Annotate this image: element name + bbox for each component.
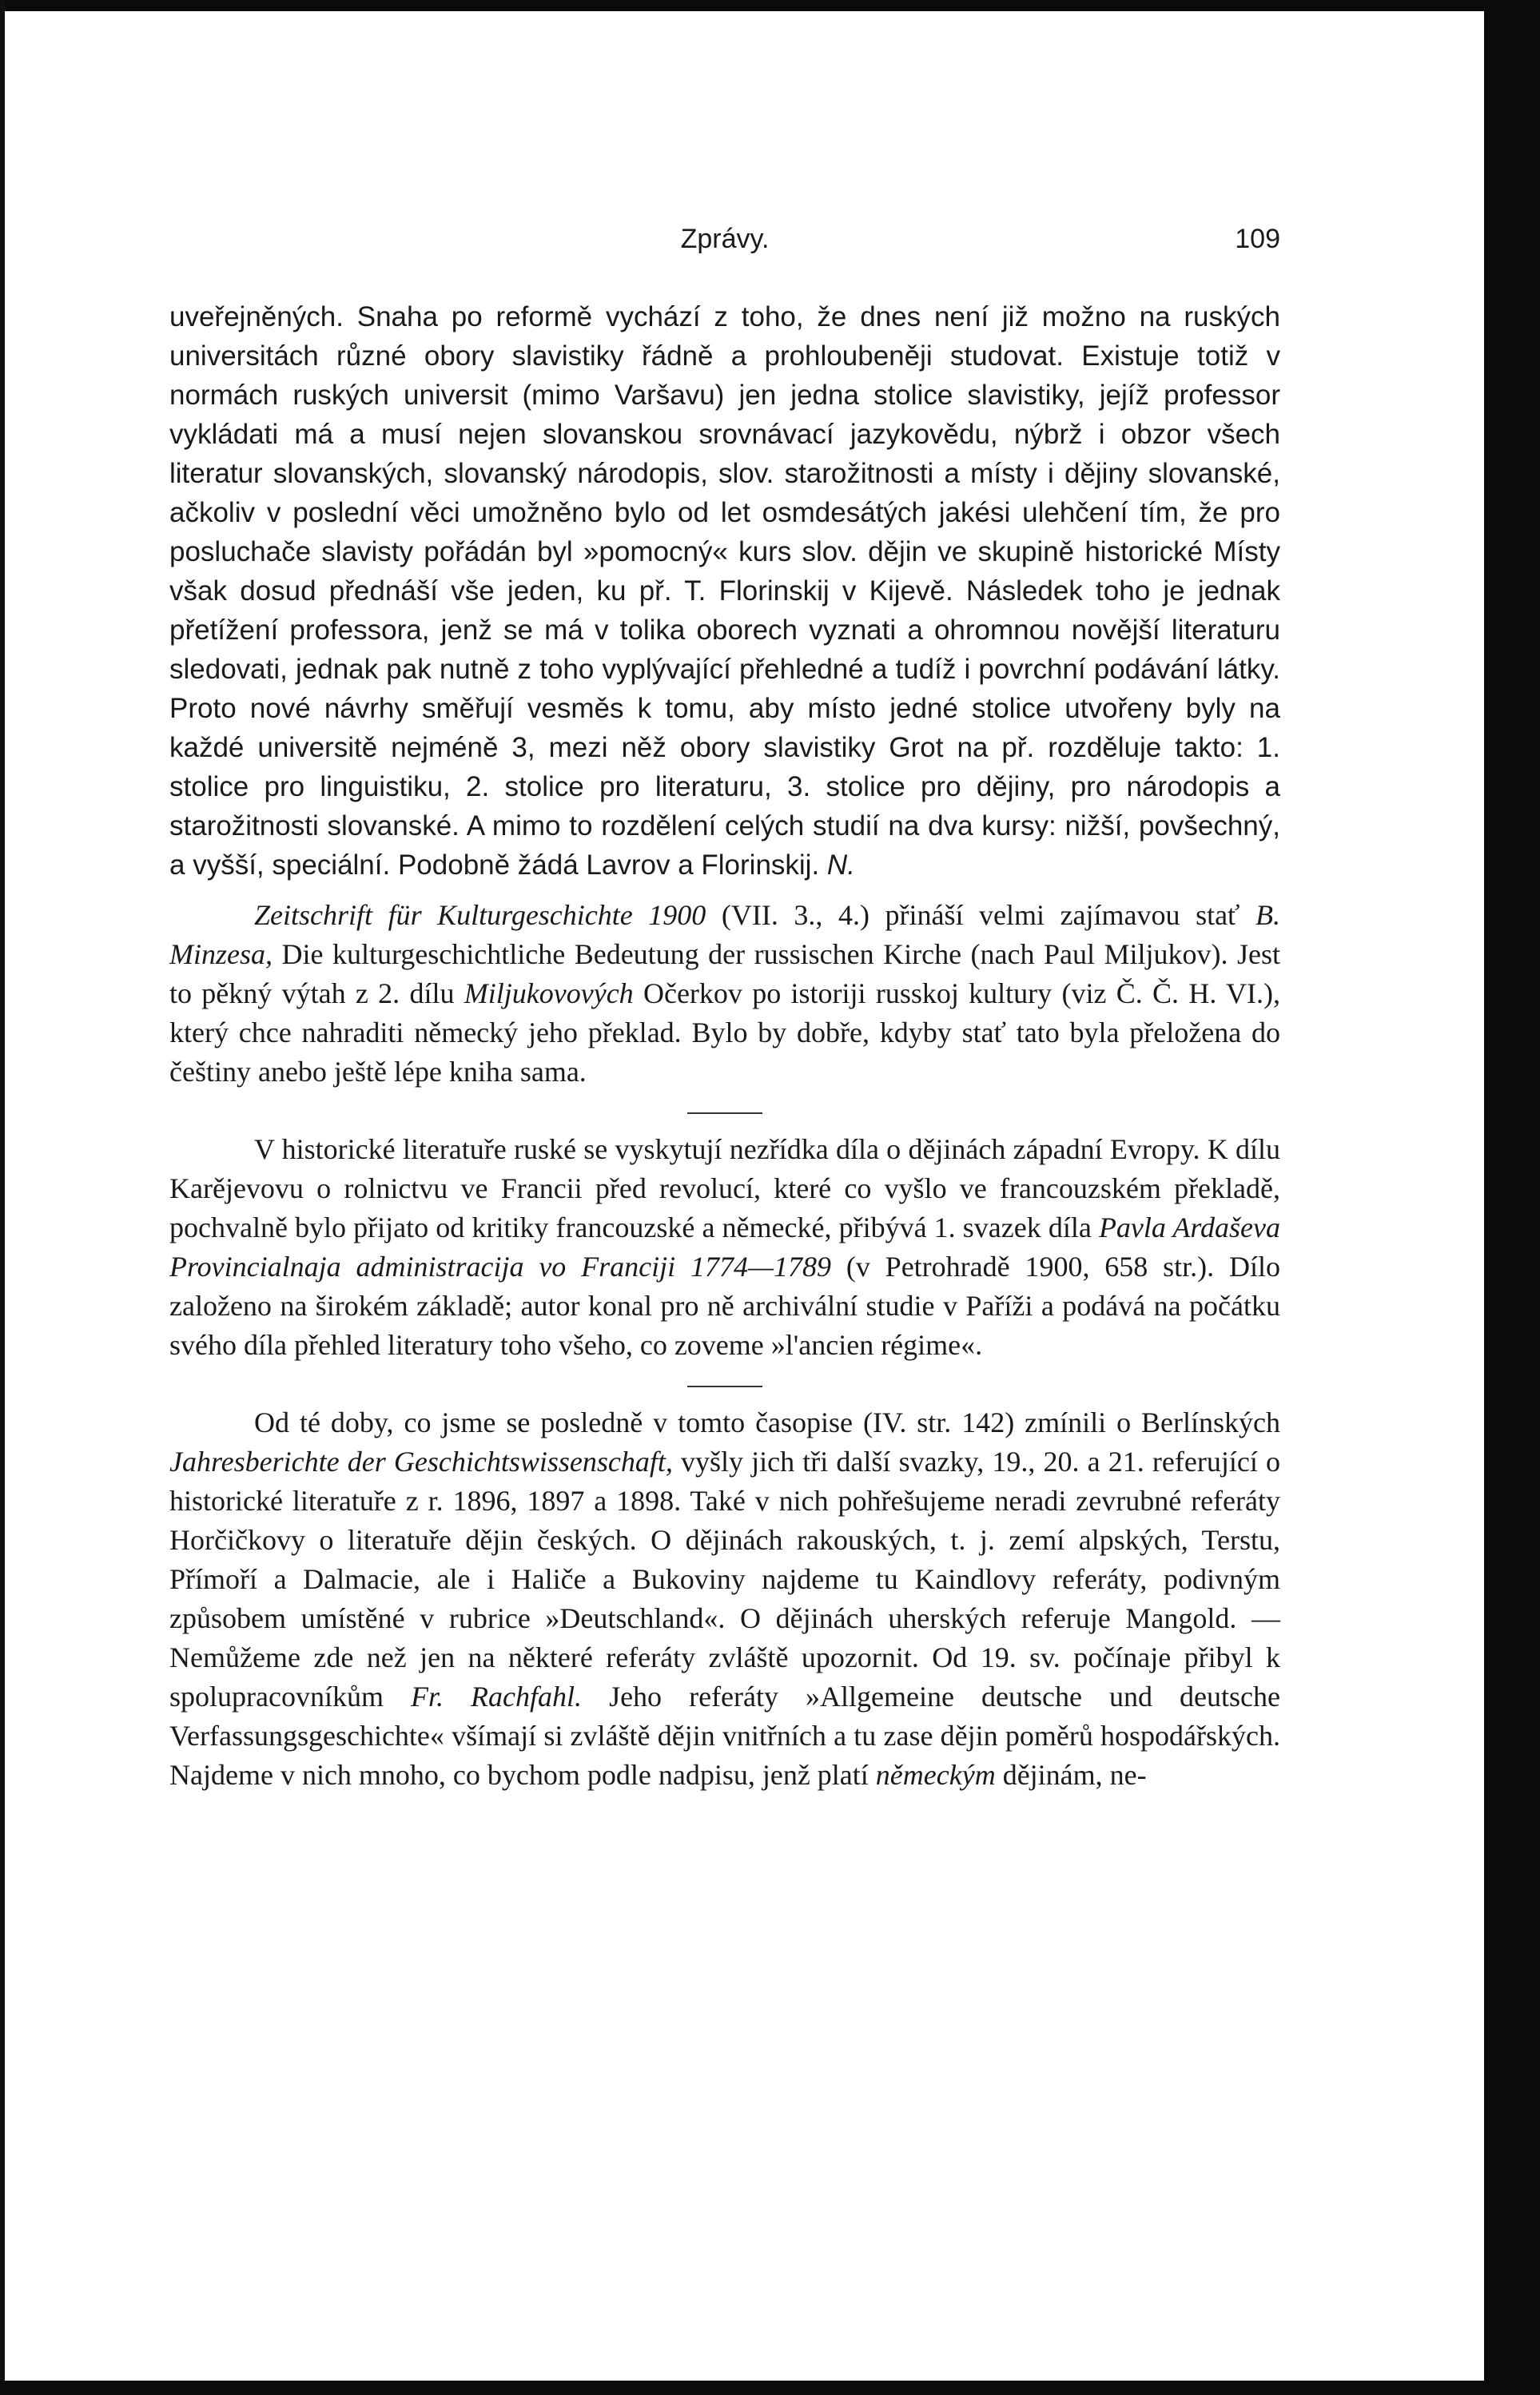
paragraph-reform-slavistics bbox=[169, 297, 1280, 885]
paragraph-jahresberichte bbox=[169, 1403, 1280, 1795]
text-run: Jeho referáty »Allgemeine deutsche und deutsche Verfassungsgeschichte« všímají si zvláště dějin vnitřních a tu zase dějin poměrů hospodářských. Najdeme v nich mnoho, co bychom podle nadpisu, jenž platí bbox=[169, 1681, 1280, 1791]
text-run: (v Petrohradě 1900, 658 str.). Dílo založeno na širokém základě; autor konal pro ně archivální studie v Paříži a podává na počátku svého díla přehled literatury toho všeho, co zoveme »l'ancien régime«. bbox=[169, 1251, 1280, 1361]
italic-run: Miljukovových bbox=[464, 977, 634, 1009]
text-run: Die kulturgeschichtliche Bedeutung der russischen Kirche (nach Paul Miljukov). Jest to pěkný výtah z 2. dílu bbox=[169, 938, 1280, 1009]
italic-run: Zeitschrift für Kulturgeschichte 1900 bbox=[254, 899, 706, 931]
text-run: (VII. 3., 4.) přináší velmi zajímavou stať bbox=[706, 899, 1255, 931]
italic-run: B. Minzesa, bbox=[169, 899, 1280, 970]
text-run: vyšly jich tři další svazky, 19., 20. a 21. referující o historické literatuře z r. 1896, 1897 a 1898. Také v nich pohřešujeme neradi zevrubné referáty Horčičkovy o literatuře dějin českých. O dějinách rakouských, t. j. zemí alpských, Terstu, Přímoří a Dalmacie, ale i Haliče a Bukoviny najdeme tu Kaindlovy referáty, podivným způsobem umístěné v rubrice »Deutschland«. O dějinách uherských referuje Mangold. — Nemůžeme zde než jen na některé referáty zvláště upozornit. Od 19. sv. počínaje přibyl k spolupracovníkům bbox=[169, 1446, 1280, 1713]
paragraph-kulturgeschichte bbox=[169, 896, 1280, 1092]
italic-run: německým bbox=[875, 1759, 996, 1791]
scan-border-top bbox=[0, 0, 1540, 11]
text-run: dějinám, ne- bbox=[995, 1759, 1147, 1791]
section-divider bbox=[687, 1112, 762, 1114]
scan-border-right bbox=[1484, 0, 1540, 2395]
italic-run: N. bbox=[826, 849, 855, 881]
section-title: Zprávy. bbox=[680, 224, 770, 254]
text-run: uveřejněných. Snaha po reformě vychází z toho, že dnes není již možno na ruských universitách různé obory slavistiky řádně a prohloubeněji studovat. Existuje totiž v normách ruských universit (mimo Varšavu) jen jedna stolice slavistiky, jejíž professor vykládati má a musí nejen slovanskou srovnávací jazykovědu, nýbrž i obzor všech literatur slovanských, slovanský národopis, slov. starožitnosti a místy i dějiny slovanské, ačkoliv v poslední věci umožněno bylo od let osmdesátých jakési ulehčení tím, že pro posluchače slavisty pořádán byl »pomocný« kurs slov. dějin ve skupině historické Místy však dosud přednáší vše jeden, ku př. T. Florinskij v Kijevě. Následek toho je jednak přetížení professora, jenž se má v tolika oborech vyznati a ohromnou novější literaturu sledovati, jednak pak nutně z toho vyplývající přehledné a tudíž i povrchní podávání látky. Proto nové návrhy směřují vesměs k tomu, aby místo jedné stolice utvořeny byly na každé universitě nejméně 3, mezi něž obory slavistiky Grot na př. rozděluje takto: 1. stolice pro linguistiku, 2. stolice pro literaturu, 3. stolice pro dějiny, pro národopis a starožitnosti slovanské. A mimo to rozdělení celých studií na dva kursy: nižší, povšechný, a vyšší, speciální. Podobně žádá Lavrov a Florinskij. bbox=[169, 301, 1280, 881]
italic-run: Jahresberichte der Geschichtswissenschaft, bbox=[169, 1446, 673, 1478]
article-body bbox=[169, 297, 1280, 1795]
running-header bbox=[169, 224, 1280, 264]
text-run: Očerkov po istoriji russkoj kultury (viz Č. Č. H. VI.), který chce nahraditi německý jeho překlad. Bylo by dobře, kdyby stať tato byla přeložena do češtiny anebo ještě lépe kniha sama. bbox=[169, 977, 1280, 1088]
page-number: 109 bbox=[1235, 224, 1280, 254]
text-run: Od té doby, co jsme se posledně v tomto časopise (IV. str. 142) zmínili o Berlínských bbox=[254, 1406, 1280, 1438]
scan-border-bottom bbox=[0, 2381, 1540, 2395]
text-run: V historické literatuře ruské se vyskytují nezřídka díla o dějinách západní Evropy. K dílu Karějevovu o rolnictvu ve Francii před revolucí, které co vyšlo ve francouzském překladě, pochvalně bylo přijato od kritiky francouzské a německé, přibývá 1. svazek díla bbox=[169, 1133, 1280, 1243]
scan-border-left bbox=[0, 0, 5, 2395]
paragraph-ardasev bbox=[169, 1130, 1280, 1365]
section-divider bbox=[687, 1386, 762, 1387]
italic-run: Pavla Ardaševa Provincialnaja administracija vo Franciji 1774—1789 bbox=[169, 1211, 1280, 1283]
italic-run: Fr. Rachfahl. bbox=[411, 1681, 583, 1713]
